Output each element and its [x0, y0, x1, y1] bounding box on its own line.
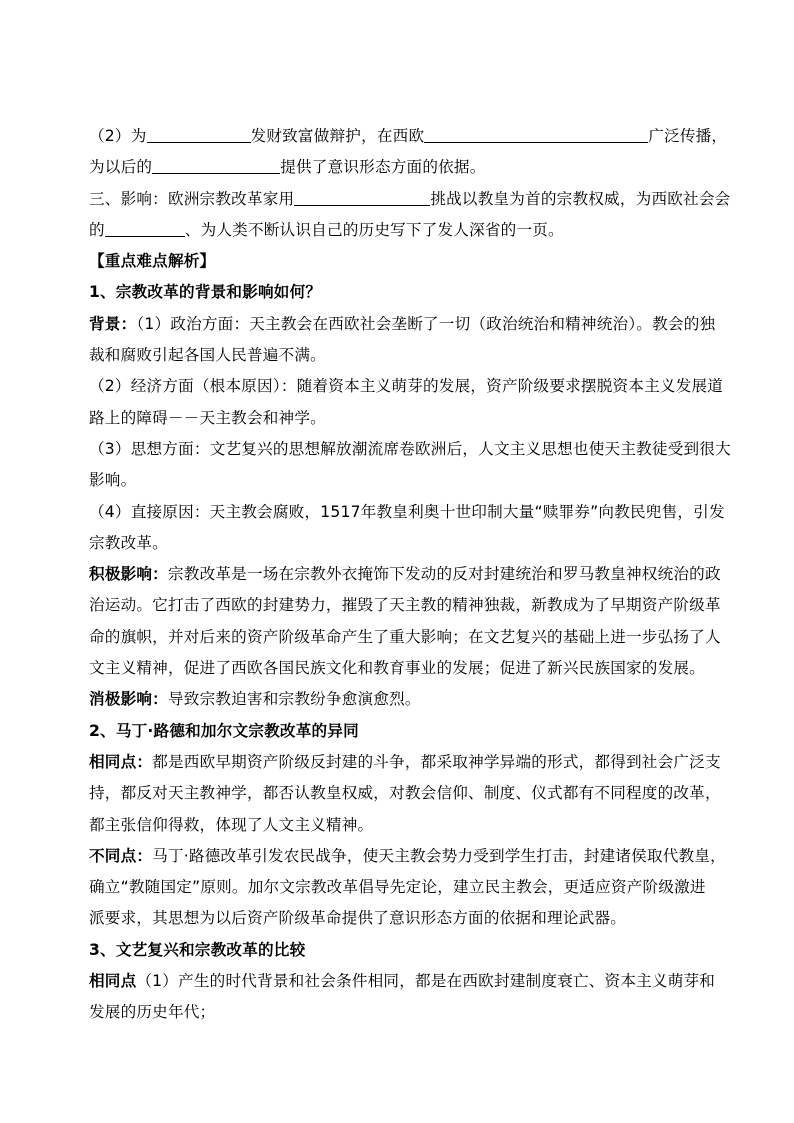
text-segment: 提供了意识形态方面的依据。 — [280, 158, 486, 177]
paragraph-line — [89, 747, 719, 778]
text-segment: 宗教改革是一场在宗教外衣掩饰下发动的反对封建统治和罗马教皇神权统治的政 — [167, 565, 721, 584]
fill-blank-line — [89, 121, 728, 152]
paragraph-line: 命的旗帜，并对后来的资产阶级革命产生了重大影响；在文艺复兴的基础上进一步弘扬了人 — [89, 627, 721, 646]
paragraph-line — [89, 841, 726, 872]
text-segment: 马丁·路德改革引发农民战争，使天主教会势力受到学生打击，封建诸侯取代教皇， — [152, 846, 726, 865]
text-segment: （1）产生的时代背景和社会条件相同，都是在西欧封建制度衰亡、资本主义萌芽和 — [136, 972, 716, 991]
answer-blank[interactable] — [152, 155, 280, 174]
question-heading: 1、宗教改革的背景和影响如何？ — [89, 283, 322, 302]
term-label: 消极影响： — [89, 690, 168, 709]
paragraph-line: 确立“教随国定”原则。加尔文宗教改革倡导先定论，建立民主教会，更适应资产阶级激进 — [89, 878, 706, 897]
term-label: 相同点 — [89, 972, 137, 991]
section-heading: 【重点难点解析】 — [89, 252, 216, 271]
paragraph-line: 持，都反对天主教神学，都否认教皇权威，对教会信仰、制度、仪式都有不同程度的改革， — [89, 784, 721, 803]
fill-blank-line — [89, 152, 719, 183]
answer-blank[interactable] — [424, 124, 648, 143]
term-label: 不同点： — [89, 846, 153, 865]
paragraph-line — [89, 684, 719, 715]
term-label: 背景： — [89, 314, 137, 333]
text-segment: 为以后的 — [89, 158, 153, 177]
text-segment: 发财致富做辩护，在西欧 — [250, 127, 425, 145]
text-segment: 挑战以教皇为首的宗教权威，为西欧社会会 — [430, 189, 731, 208]
text-segment: 、为人类不断认识自己的历史写下了发人深省的一页。 — [184, 220, 564, 239]
question-heading: 2、马丁·路德和加尔文宗教改革的异同 — [89, 721, 359, 740]
text-segment: 导致宗教迫害和宗教纷争愈演愈烈。 — [167, 690, 421, 709]
document-body — [89, 121, 731, 1029]
paragraph-line: 宗教改革。 — [89, 533, 168, 552]
paragraph-line: 裁和腐败引起各国人民普遍不满。 — [89, 346, 326, 365]
text-segment: 的 — [89, 220, 105, 239]
paragraph-line: 文主义精神，促进了西欧各国民族文化和教育事业的发展；促进了新兴民族国家的发展。 — [89, 659, 705, 678]
fill-blank-line — [89, 215, 719, 246]
answer-blank[interactable] — [294, 187, 430, 206]
question-heading: 3、文艺复兴和宗教改革的比较 — [89, 940, 306, 959]
paragraph-line: 路上的障碍－－天主教会和神学。 — [89, 408, 326, 427]
text-segment: （1）政治方面：天主教会在西欧社会垄断了一切（政治统治和精神统治）。教会的独 — [136, 314, 716, 333]
answer-blank[interactable] — [147, 124, 251, 143]
text-segment: （2）为 — [89, 127, 147, 145]
paragraph-line: （3）思想方面：文艺复兴的思想解放潮流席卷欧洲后，人文主义思想也使天主教徒受到很大 — [89, 439, 731, 458]
term-label: 相同点： — [89, 752, 153, 771]
paragraph-line — [89, 966, 719, 997]
paragraph-line: （4）直接原因：天主教会腐败，1517年教皇利奥十世印制大量“赎罪券”向教民兜售，引发 — [89, 502, 725, 521]
paragraph-line: 派要求，其思想为以后资产阶级革命提供了意识形态方面的依据和理论武器。 — [89, 909, 626, 928]
text-segment: 都是西欧早期资产阶级反封建的斗争，都采取神学异端的形式，都得到社会广泛支 — [152, 752, 721, 771]
paragraph-line: 影响。 — [89, 471, 137, 490]
paragraph-line — [89, 309, 719, 340]
paragraph-line: 都主张信仰得救，体现了人文主义精神。 — [89, 815, 374, 834]
fill-blank-line — [89, 184, 731, 215]
paragraph-line: 发展的历史年代； — [89, 1003, 216, 1022]
text-segment: 三、影响：欧洲宗教改革家用 — [89, 189, 295, 208]
paragraph-line: （2）经济方面（根本原因）：随着资本主义萌芽的发展，资产阶级要求摆脱资本主义发展道 — [89, 377, 724, 396]
term-label: 积极影响： — [89, 565, 168, 584]
answer-blank[interactable] — [105, 218, 185, 237]
text-segment: 广泛传播， — [648, 127, 728, 145]
paragraph-line: 治运动。它打击了西欧的封建势力，摧毁了天主教的精神独裁，新教成为了早期资产阶级革 — [89, 596, 721, 615]
paragraph-line — [89, 559, 719, 590]
